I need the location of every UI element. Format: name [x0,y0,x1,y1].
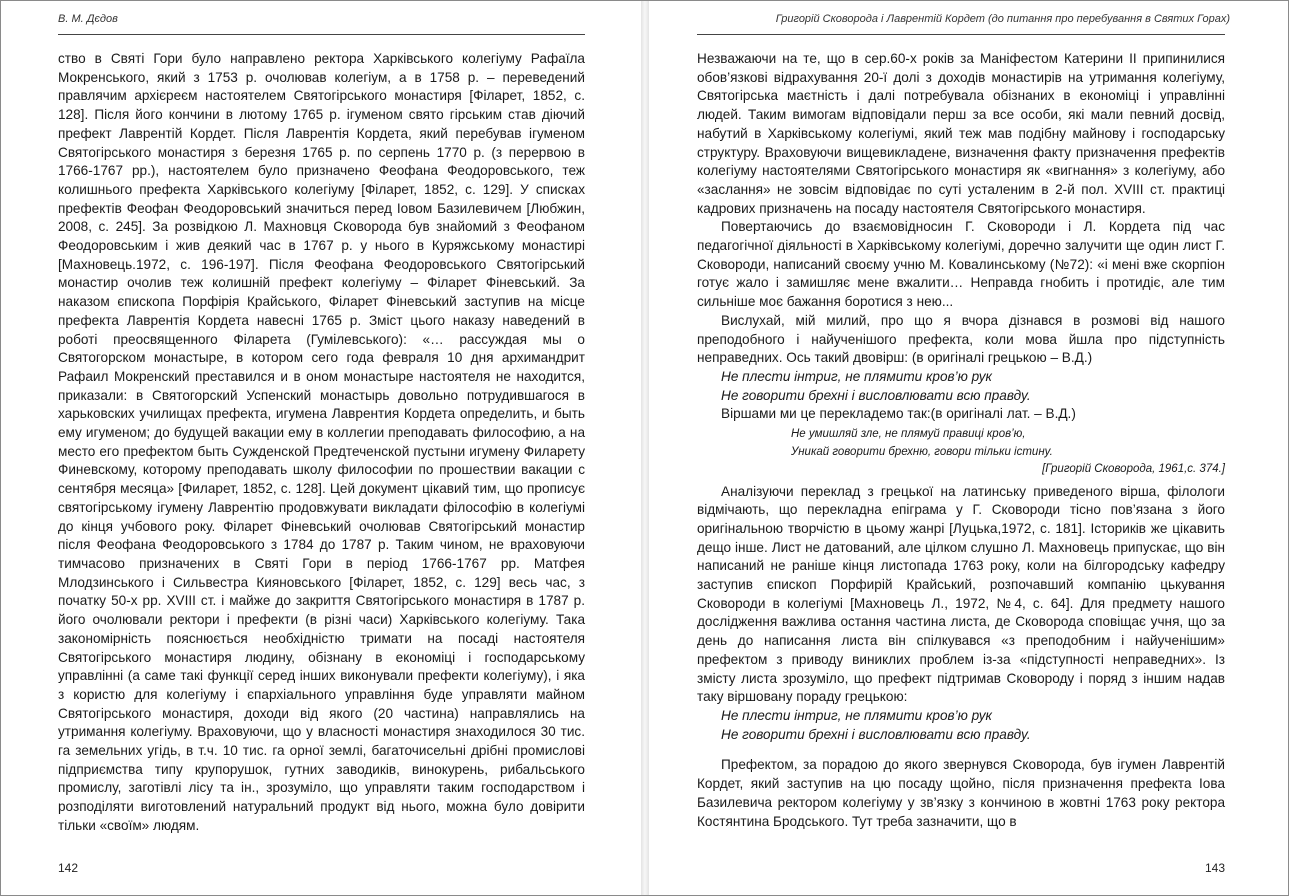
verse-line: Не говорити брехні і висловлювати всю правду. [721,387,1031,403]
right-body-text [697,50,1225,831]
verse-line: Не умишляй зле, не плямуй правиці кров’ю, [791,428,1026,441]
verse-line: Уникай говорити брехню, говори тільки істину. [791,445,1053,458]
verse-citation: [Григорій Сковорода, 1961,с. 374.] [1042,463,1225,476]
latin-intro-line: Віршами ми це перекладемо так:(в оригіналі лат. – В.Д.) [721,406,1076,422]
paragraph: Незважаючи на те, що в сер.60-х років за Маніфестом Катерини II припинилися обов’язкові відрахування 20-ї долі з доходів монастирів на утримання колегіуму, Святогірська маєтність і далі потребувала обізнаних в економіці і управлінні людей. Таким вимогам відповідали перш за все особи, які мали певний досвід, набутий в Харківському колегіумі, який теж мав подібну майнову і господарську структуру. Враховуючи вищевикладене, визначення факту призначення префектів колегіуму настоятелями Святогірського монастиря як «вигнання» з колегіуму, або «заслання» не зовсім відповідає по суті усталеним в 2-й пол. XVIII ст. практиці кадрових призначень на посаду настоятеля Святогірського монастиря. [697,51,1225,216]
left-body-text [58,50,585,836]
paragraph: Вислухай, мій милий, про що я вчора дізнався в розмові від нашого преподобного і найученішого префекта, коли мова йшла про підступність неправедних. Ось такий двовірш: (в оригіналі грецькою – В.Д.) [697,312,1225,366]
verse-line: Не плести інтриг, не плямити кров’ю рук [721,708,992,723]
header-rule [58,34,585,35]
paragraph: Префектом, за порадою до якого звернувся Сковорода, був ігумен Лаврентій Кордет, який заступив на цю посаду щойно, після призначення префекта Іова Базилевича ректором колегіуму у зв’язку з кончиною в жовтні 1763 року ректора Костянтина Бродського. Тут треба зазначити, що в [697,757,1225,829]
running-head-title: Григорій Сковорода і Лаврентій Кордет (до питання про перебування в Святих Горах) [775,13,1230,25]
left-page [1,1,641,895]
paragraph: ство в Святі Гори було направлено ректора Харківського колегіуму Рафаїла Мокренського, який з 1753 р. очолював колегіум, а в 1758 р. – переведений правлячим архієреєм настоятелем Святогірського монастиря [Філарет, 1852, с. 128]. Після його кончини в лютому 1765 р. ігуменом свято гірським став діючий префект Лаврентій Кордет. Після Лаврентія Кордета, який перебував ігуменом Святогірського монастиря з березня 1765 р. по серпень 1770 р. (з перервою в 1766-1767 рр.), настоятелем було призначено Феофана Феодоровського, теж колишнього префекта Харківського колегіуму [Філарет, 1852, с. 129]. У списках префектів Феофан Феодоровський значиться перед Іовом Базилевичем [Любжин, 2008, с. 245]. За розвідкою Л. Махновця Сковорода був знайомий з Феофаном Феодоровським і жив деякий час в 1767 р. у нього в Куряжському монастирі [Махновець.1972, с. 196-197]. Після Феофана Феодоровського Святогірський монастир очолив теж колишній префект колегіуму – Філарет Фіневський. За наказом єпископа Порфірія Крайського, Філарет Фіневський заступив на місце префекта Лаврентія Кордета навесні 1765 р. Зміст цього наказу наведений в роботі преосвященного Філарета (Гумілевського): «… рассуждая мы о Святогорском монастыре, в котором сего года февраля 10 дня архимандрит Рафаил Мокренский преставился и в оном монастыре настоятеля не находится, приказали: в Святогорский Успенский монастырь довольно потрудившагося в харьковских училищах префекта, игумена Лаврентия Кордета определить, и быть ему игуменом; до будущей вакации ему в коллегии преподавать философию, а на место его префектом быть Сужденской Предтеченской пустыни игумену Филарету Финевскому, которому преподавать школу философии по прошествии вакации с сентября месяца» [Филарет, 1852, с. 128]. Цей документ цікавий тим, що прописує святогірському ігумену Лаврентію продовжувати викладати філософію в колегіумі до кінця учбового року. Філарет Фіневський очолював Святогірський монастир після Феофана Феодоровського з 1784 до 1787 р. Таким чином, не враховуючи тимчасово призначених в Святі Гори в період 1766-1767 рр. Матфея Млодзинського і Сильвестра Кияновського [Філарет, 1852, с. 129] весь час, з початку 50-х рр. XVIII ст. і майже до закриття Святогірського монастиря в 1787 р. його очолювали ректори і префекти (в різні часи) Харківського колегіуму. Така закономірність пояснюється необхідністю тримати на посаді настоятеля Святогірського монастиря людину, обізнану в економіці і господарському управлінні (а саме такі функції серед інших виконували префекти колегіуму), і яка з користю для колегіуму і єпархіального управління буде управляти майном Святогірського монастиря, доходи від якого (20 частина) направлялись на утримання колегіуму. Враховуючи, що у власності монастиря знаходилося 30 тис. га земельних угідь, в т.ч. 10 тис. га орної землі, багаточисельні дрібні промислові підприємства типу крупорушок, гутних заводиків, винокурень, рибальського промислу, заготівлі лісу та ін., зрозуміло, що управляти таким господарством і розподіляти виготовлений натуральний продукт від нього, можна було довірити тільки «своїм» людям. [58,51,585,833]
verse-line: Не говорити брехні і висловлювати всю правду. [721,726,1031,742]
paragraph: Повертаючись до взаємовідносин Г. Сковороди і Л. Кордета під час педагогічної діяльності в Харківському колегіумі, доречно залучити ще один лист Г. Сковороди, написаний своєму учню М. Ковалинському (№72): «і мені вже скорпіон готує жало і замишляє мене вжалити… Неправда гнобить і протидіє, але тим сильніше моє бажання боротися з нею... [697,219,1225,310]
right-page [649,1,1289,895]
running-head-author: В. М. Дєдов [58,13,118,25]
latin-verse-translation [791,426,1225,461]
greek-verse-repeat [721,707,1225,744]
gutter [641,1,649,895]
page-number: 143 [1204,861,1225,875]
verse-line: Не плести інтриг, не плямити кров’ю рук [721,368,992,384]
header-rule [697,34,1225,35]
paragraph: Аналізуючи переклад з грецької на латинську приведеного вірша, філологи відмічають, що перекладна епіграма у Г. Сковороди тісно пов’язана з його оригінальною творчістю в цьому жанрі [Луцька,1972, с. 181]. Істориків же цікавить дещо інше. Лист не датований, але цілком слушно Л. Махновець припускає, що він написаний не раніше кінця листопада 1763 року, коли на білгородську кафедру заступив єпископ Порфирій Крайський, розпочавший компанію цькування Сковороди в колегіумі [Махновець Л., 1972, №4, с. 64]. Для предмету нашого дослідження важлива остання частина листа, де Сковорода сповіщає учня, що за день до написання листа він спілкувався «з преподобним і найученішим» префектом з приводу виниклих проблем із-за «підступності неправедних». Із змісту листа зрозуміло, що префект підтримав Сковороду і поряд з іншим надав таку віршовану пораду грецькою: [697,483,1225,705]
page-number: 142 [58,861,79,875]
greek-verse-translation [721,368,1225,405]
